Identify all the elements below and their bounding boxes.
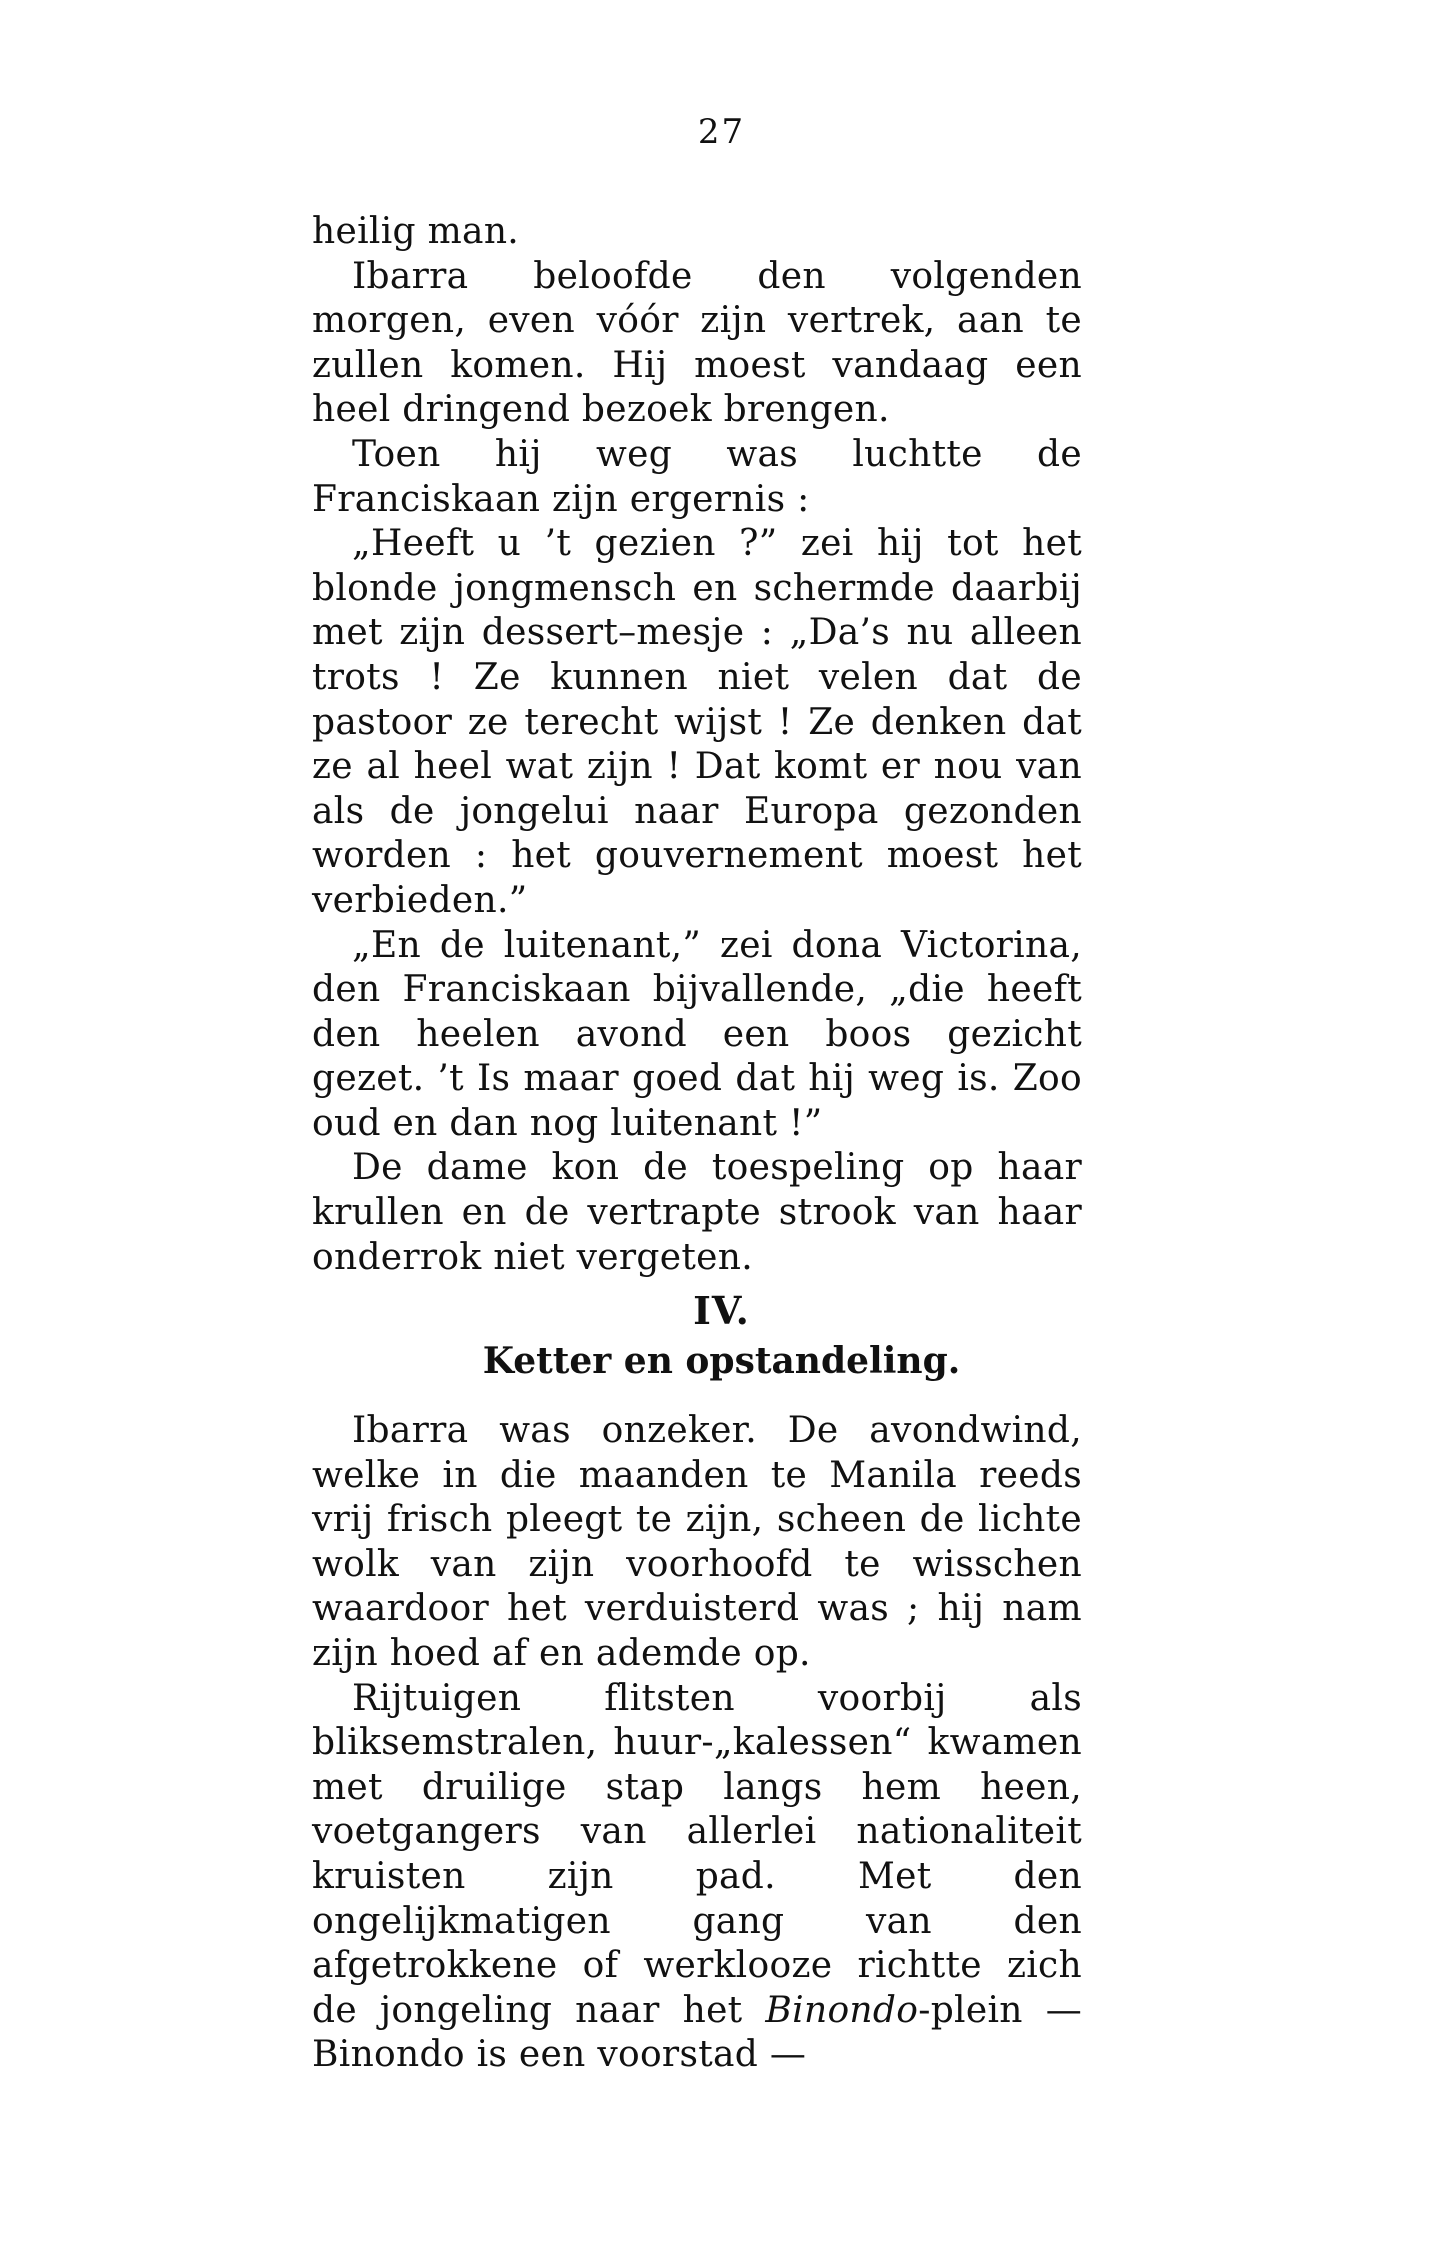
paragraph: De dame kon de toespeling op haar krullen en de vertrapte strook van haar onderrok niet vergeten. [312,1147,1082,1278]
chapter-title: Ketter en opstandeling. [482,1340,961,1382]
paragraph: Ibarra beloofde den volgenden morgen, even vóór zijn vertrek, aan te zullen komen. Hij moest vandaag een heel dringend bezoek brengen. [312,255,1082,431]
paragraph [312,1677,1082,2078]
paragraph: „Heeft u ’t gezien ?” zei hij tot het blonde jongmensch en schermde daarbij met zijn dessert–mesje : „Da’s nu alleen trots ! Ze kunnen niet velen dat de pastoor ze terecht wijst ! Ze denken dat ze al heel wat zijn ! Dat komt er nou van als de jongelui naar Europa gezonden worden : het gouvernement moest het verbieden.” [312,523,1082,921]
paragraph-text: -plein — Binondo is een voorstad — [312,1989,1082,2076]
paragraph: Toen hij weg was luchtte de Franciskaan zijn ergernis : [312,433,1082,520]
paragraph-text: Rijtuigen flitsten voorbij als bliksemstralen, huur-„kalessen“ kwamen met druilige stap langs hem heen, voetgangers van allerlei nationaliteit kruisten zijn pad. Met den ongelijkmatigen gang van den afgetrokkene of werklooze richtte zich de jongeling naar het [312,1677,1082,2031]
body-text-bottom [312,1409,1082,2078]
page-number: 27 [697,112,746,152]
italic-place-name: Binondo [765,1989,919,2031]
paragraph: „En de luitenant,” zei dona Victorina, den Franciskaan bijvallende, „die heeft den heelen avond een boos gezicht gezet. ’t Is maar goed dat hij weg is. Zoo oud en dan nog luitenant !” [312,924,1082,1144]
chapter-number: IV. [693,1288,750,1333]
paragraph: Ibarra was onzeker. De avondwind, welke in die maanden te Manila reeds vrij frisch pleegt te zijn, scheen de lichte wolk van zijn voorhoofd te wisschen waardoor het verduisterd was ; hij nam zijn hoed af en ademde op. [312,1410,1082,1674]
paragraph: heilig man. [312,211,520,252]
body-text-top [312,210,1082,1280]
